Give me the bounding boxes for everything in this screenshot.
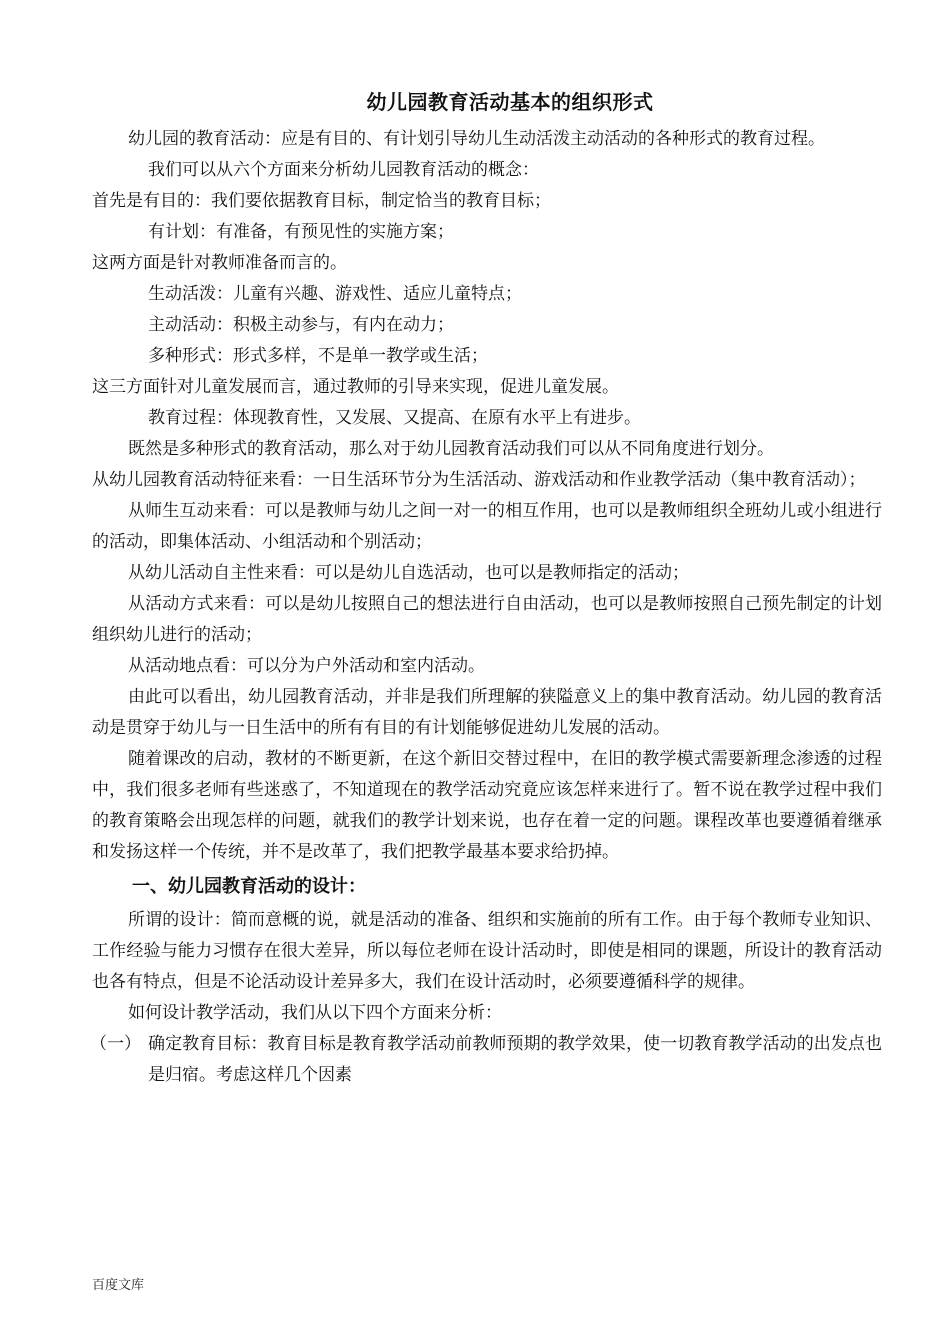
paragraph-by-method: 从活动方式来看：可以是幼儿按照自己的想法进行自由活动，也可以是教师按照自己预先制定的计划组织幼儿进行的活动； bbox=[92, 594, 882, 645]
document-body bbox=[92, 124, 882, 1091]
paragraph-curriculum-reform: 随着课改的启动，教材的不断更新，在这个新旧交替过程中，在旧的教学模式需要新理念渗透的过程中，我们很多老师有些迷惑了，不知道现在的教学活动究竟应该怎样来进行了。暂不说在教学过程中我们的教育策略会出现怎样的问题，就我们的教学计划来说，也存在着一定的问题。课程改革也要遵循着继承和发扬这样一个传统，并不是改革了，我们把教学最基本要求给扔掉。 bbox=[92, 749, 882, 862]
paragraph-classification-intro: 既然是多种形式的教育活动，那么对于幼儿园教育活动我们可以从不同角度进行划分。 bbox=[128, 439, 774, 459]
list-marker: （一） bbox=[90, 1034, 141, 1054]
paragraph-purposeful: 首先是有目的：我们要依据教育目标，制定恰当的教育目标； bbox=[92, 191, 551, 211]
paragraph-child-note: 这三方面针对儿童发展而言，通过教师的引导来实现，促进儿童发展。 bbox=[92, 377, 619, 397]
paragraph-by-autonomy: 从幼儿活动自主性来看：可以是幼儿自选活动，也可以是教师指定的活动； bbox=[128, 563, 689, 583]
paragraph-lively: 生动活泼：儿童有兴趣、游戏性、适应儿童特点； bbox=[148, 284, 522, 304]
section-heading-design: 一、幼儿园教育活动的设计： bbox=[132, 876, 366, 897]
paragraph-design-definition: 所谓的设计：简而意概的说，就是活动的准备、组织和实施前的所有工作。由于每个教师专业知识、工作经验与能力习惯存在很大差异，所以每位老师在设计活动时，即使是相同的课题，所设计的教育活动也各有特点，但是不论活动设计差异多大，我们在设计活动时，必须要遵循科学的规律。 bbox=[92, 910, 882, 992]
paragraph-design-intro: 如何设计教学活动，我们从以下四个方面来分析： bbox=[128, 1003, 502, 1023]
document-title: 幼儿园教育活动基本的组织形式 bbox=[366, 90, 654, 114]
paragraph-conclusion: 由此可以看出，幼儿园教育活动，并非是我们所理解的狭隘意义上的集中教育活动。幼儿园的教育活动是贯穿于幼儿与一日生活中的所有有目的有计划能够促进幼儿发展的活动。 bbox=[92, 687, 882, 738]
paragraph-active: 主动活动：积极主动参与，有内在动力； bbox=[148, 315, 454, 335]
paragraph-teacher-note: 这两方面是针对教师准备而言的。 bbox=[92, 253, 347, 273]
footer-source: 百度文库 bbox=[92, 1278, 145, 1293]
paragraph-definition: 幼儿园的教育活动：应是有目的、有计划引导幼儿生动活泼主动活动的各种形式的教育过程。 bbox=[128, 129, 825, 149]
list-item-goals bbox=[90, 1029, 882, 1091]
list-item-text: 确定教育目标：教育目标是教育教学活动前教师预期的教学效果，使一切教育教学活动的出发点也是归宿。考虑这样几个因素 bbox=[148, 1034, 882, 1085]
paragraph-various-forms: 多种形式：形式多样，不是单一教学或生活； bbox=[148, 346, 488, 366]
paragraph-by-interaction: 从师生互动来看：可以是教师与幼儿之间一对一的相互作用，也可以是教师组织全班幼儿或小组进行的活动，即集体活动、小组活动和个别活动； bbox=[92, 501, 882, 552]
paragraph-by-feature: 从幼儿园教育活动特征来看：一日生活环节分为生活活动、游戏活动和作业教学活动（集中教育活动）； bbox=[92, 470, 866, 490]
paragraph-six-aspects-intro: 我们可以从六个方面来分析幼儿园教育活动的概念： bbox=[148, 160, 539, 180]
paragraph-planned: 有计划：有准备，有预见性的实施方案； bbox=[148, 222, 454, 242]
paragraph-by-location: 从活动地点看：可以分为户外活动和室内活动。 bbox=[128, 656, 485, 676]
paragraph-process: 教育过程：体现教育性，又发展、又提高、在原有水平上有进步。 bbox=[148, 408, 641, 428]
